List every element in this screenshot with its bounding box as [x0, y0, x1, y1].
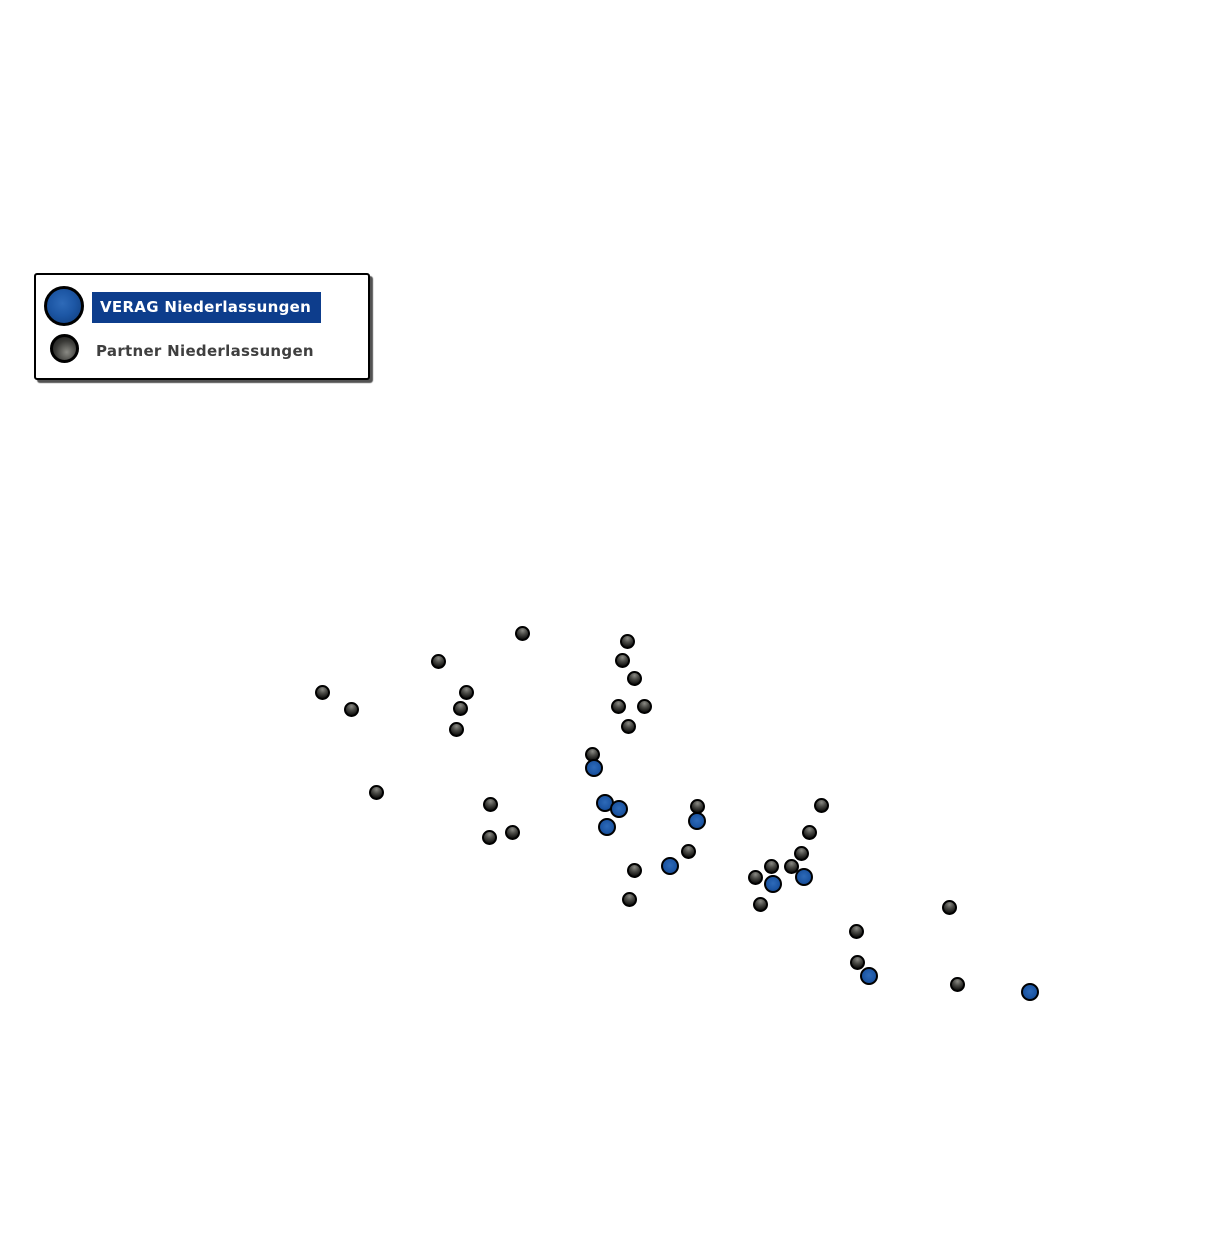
legend-panel: [34, 273, 370, 380]
partner-marker[interactable]: [482, 830, 497, 845]
partner-marker[interactable]: [449, 722, 464, 737]
verag-marker[interactable]: [688, 812, 706, 830]
partner-marker-icon: [50, 334, 79, 363]
verag-marker[interactable]: [610, 800, 628, 818]
partner-marker[interactable]: [681, 844, 696, 859]
partner-marker[interactable]: [794, 846, 809, 861]
partner-marker[interactable]: [621, 719, 636, 734]
verag-marker[interactable]: [764, 875, 782, 893]
partner-marker[interactable]: [615, 653, 630, 668]
partner-marker[interactable]: [802, 825, 817, 840]
partner-marker[interactable]: [753, 897, 768, 912]
verag-marker[interactable]: [1021, 983, 1039, 1001]
partner-marker[interactable]: [637, 699, 652, 714]
partner-marker[interactable]: [369, 785, 384, 800]
partner-marker[interactable]: [850, 955, 865, 970]
partner-marker[interactable]: [344, 702, 359, 717]
partner-marker[interactable]: [950, 977, 965, 992]
verag-marker[interactable]: [661, 857, 679, 875]
partner-marker[interactable]: [431, 654, 446, 669]
partner-marker[interactable]: [627, 671, 642, 686]
verag-marker[interactable]: [795, 868, 813, 886]
partner-marker[interactable]: [611, 699, 626, 714]
partner-marker[interactable]: [315, 685, 330, 700]
partner-marker[interactable]: [483, 797, 498, 812]
verag-marker[interactable]: [585, 759, 603, 777]
verag-marker[interactable]: [860, 967, 878, 985]
partner-marker[interactable]: [620, 634, 635, 649]
partner-legend-label: Partner Niederlassungen: [96, 342, 314, 360]
partner-marker[interactable]: [764, 859, 779, 874]
partner-marker[interactable]: [942, 900, 957, 915]
verag-legend-label: VERAG Niederlassungen: [92, 292, 321, 323]
verag-marker-icon: [44, 286, 84, 326]
partner-marker[interactable]: [505, 825, 520, 840]
partner-marker[interactable]: [459, 685, 474, 700]
partner-marker[interactable]: [814, 798, 829, 813]
partner-marker[interactable]: [453, 701, 468, 716]
partner-marker[interactable]: [622, 892, 637, 907]
partner-marker[interactable]: [627, 863, 642, 878]
partner-marker[interactable]: [849, 924, 864, 939]
partner-marker[interactable]: [748, 870, 763, 885]
verag-marker[interactable]: [598, 818, 616, 836]
partner-marker[interactable]: [515, 626, 530, 641]
